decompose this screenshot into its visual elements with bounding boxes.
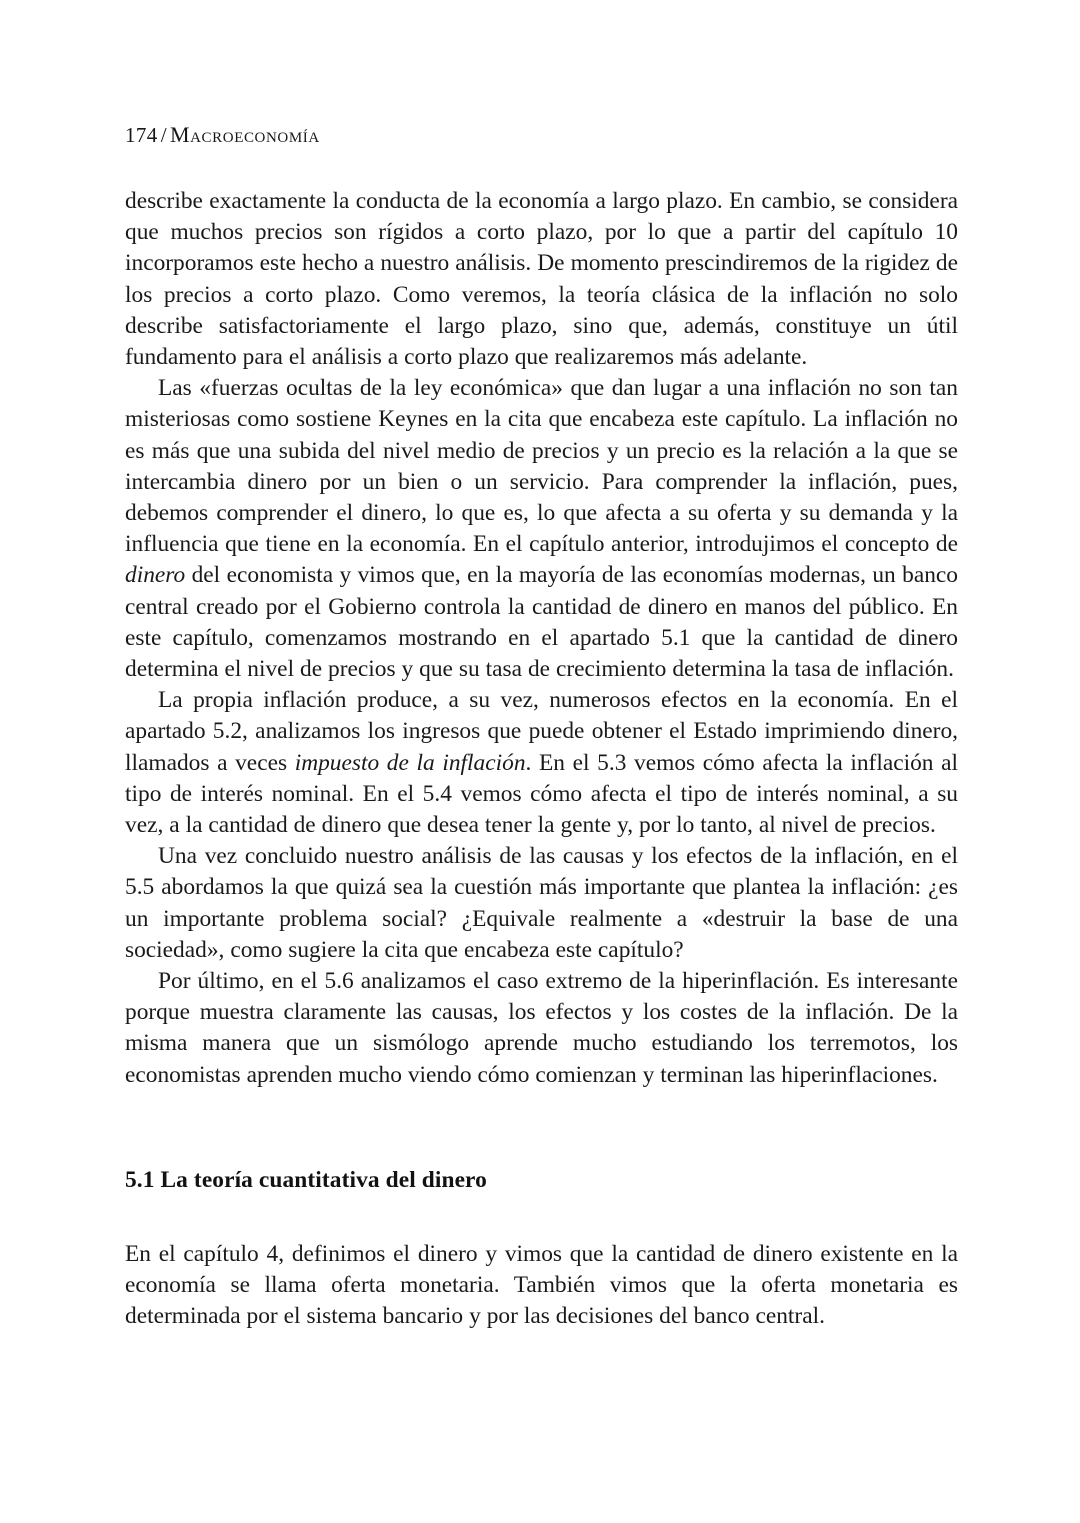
page-number: 174 <box>125 123 158 147</box>
paragraph-text-part-1: La propia inflación produce, a su vez, numerosos efectos en la economía. En el apartado 5.2, analizamos los ingresos que puede obtener el Estado imprimiendo dinero, llamados a veces <box>125 687 958 776</box>
emphasis-impuesto-de-la-inflacion: impuesto de la inflación <box>294 749 526 776</box>
paragraph-text: Una vez concluido nuestro análisis de las causas y los efectos de la inflación, en el 5.5 abordamos la que quizá sea la cuestión más importante que plantea la inflación: ¿es un importante problema social? ¿Equivale realmente a «destruir la base de una sociedad», como sugiere la cita que encabeza este capítulo? <box>125 843 958 963</box>
paragraph-text-part-1: Las «fuerzas ocultas de la ley económica» que dan lugar a una inflación no son tan misteriosas como sostiene Keynes en la cita que encabeza este capítulo. La inflación no es más que una subida del nivel medio de precios y un precio es la relación a la que se intercambia dinero por un bien o un servicio. Para comprender la inflación, pues, debemos comprender el dinero, lo que es, lo que afecta a su oferta y su demanda y la influencia que tiene en la economía. En el capítulo anterior, introdujimos el concepto de <box>125 375 958 558</box>
paragraph-text: describe exactamente la conducta de la economía a largo plazo. En cambio, se considera que muchos precios son rígidos a corto plazo, por lo que a partir del capítulo 10 incorporamos este hecho a nuestro análisis. De momento prescindiremos de la rigidez de los precios a corto plazo. Como veremos, la teoría clásica de la inflación no solo describe satisfactoriamente el largo plazo, sino que, además, constituye un útil fundamento para el análisis a corto plazo que realizaremos más adelante. <box>125 188 958 371</box>
paragraph-hyperinflation <box>125 966 958 1091</box>
paragraph-intro <box>125 186 958 373</box>
paragraph-text-part-2: . En el 5.3 vemos cómo afecta la inflación al tipo de interés nominal. En el 5.4 vemos cómo afecta el tipo de interés nominal, a su vez, a la cantidad de dinero que desea tener la gente y, por lo tanto, al nivel de precios. <box>125 749 959 839</box>
running-head-separator: / <box>160 123 167 147</box>
section-heading-5-1: 5.1 La teoría cuantitativa del dinero <box>125 1166 487 1193</box>
body-text <box>125 186 958 1333</box>
spacer-before-heading <box>125 1091 958 1165</box>
spacer-after-heading <box>125 1195 958 1239</box>
running-head <box>125 122 320 148</box>
running-head-book-title: Macroeconomía <box>169 122 320 147</box>
paragraph-social-problem <box>125 841 958 966</box>
paragraph-text-part-2: del economista y vimos que, en la mayoría de las economías modernas, un banco central creado por el Gobierno controla la cantidad de dinero en manos del público. En este capítulo, comenzamos mostrando en el apartado 5.1 que la cantidad de dinero determina el nivel de precios y que su tasa de crecimiento determina la tasa de inflación. <box>125 562 958 683</box>
paragraph-hidden-forces <box>125 373 958 685</box>
paragraph-inflation-effects <box>125 685 958 841</box>
paragraph-text: Por último, en el 5.6 analizamos el caso extremo de la hiperinflación. Es interesante porque muestra claramente las causas, los efectos y los costes de la inflación. De la misma manera que un sismólogo aprende mucho estudiando los terremotos, los economistas aprenden mucho viendo cómo comienzan y terminan las hiperinflaciones. <box>125 968 958 1088</box>
emphasis-dinero: dinero <box>125 562 186 589</box>
paragraph-section-5-1-opening <box>125 1239 958 1333</box>
paragraph-text: En el capítulo 4, definimos el dinero y vimos que la cantidad de dinero existente en la economía se llama oferta monetaria. También vimos que la oferta monetaria es determinada por el sistema bancario y por las decisiones del banco central. <box>125 1240 958 1330</box>
